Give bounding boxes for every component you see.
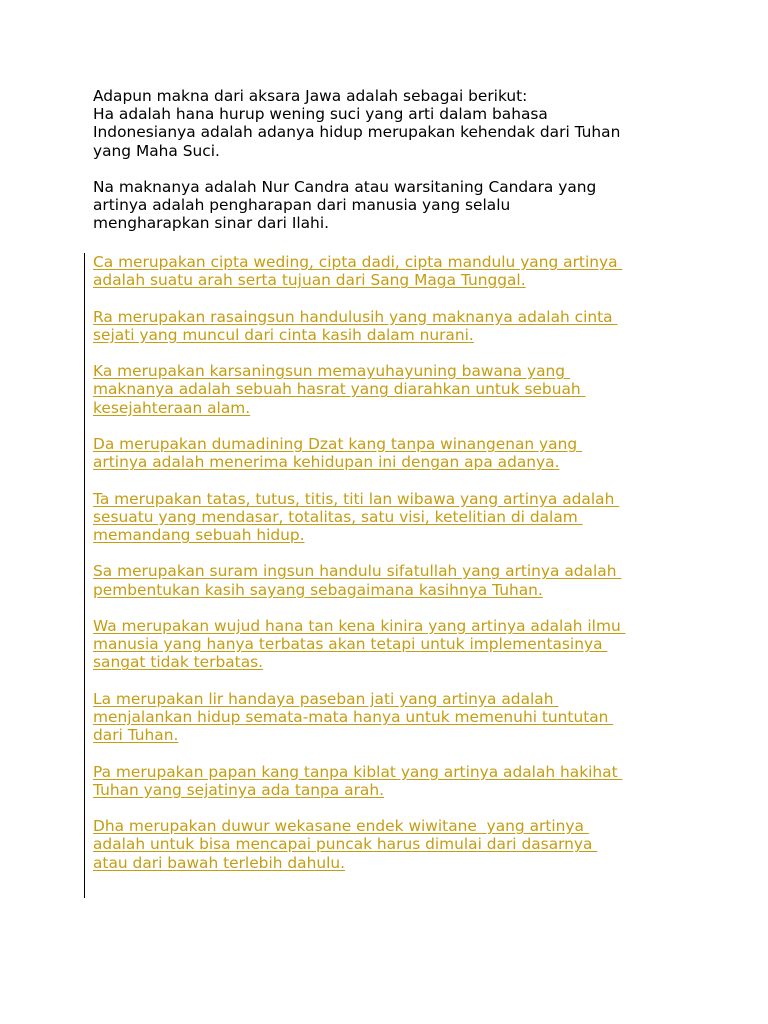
text-line: Ka merupakan karsaningsun memayuhayuning bawana yang [93,362,570,381]
tracked-paragraph-ka[interactable] [93,362,693,417]
text-line: Ta merupakan tatas, tutus, titis, titi lan wibawa yang artinya adalah [93,489,620,508]
text-line: atau dari bawah terlebih dahulu. [93,853,346,872]
tracked-paragraph-da[interactable] [93,435,693,471]
tracked-paragraph-pa[interactable] [93,763,693,799]
text-line: Sa merupakan suram ingsun handulu sifatullah yang artinya adalah [93,562,622,581]
text-line: maknanya adalah sebuah hasrat yang diarahkan untuk sebuah [93,380,586,399]
text-line: dari Tuhan. [93,726,179,745]
text-line: mengharapkan sinar dari Ilahi. [93,214,329,233]
tracked-paragraph-ca[interactable] [93,253,693,289]
revision-change-bar [84,253,85,898]
text-line: Pa merupakan papan kang tanpa kiblat yang artinya adalah hakihat [93,762,623,781]
text-line: sesuatu yang mendasar, totalitas, satu visi, ketelitian di dalam [93,507,583,526]
tracked-insertion-block [93,253,693,890]
text-line: Na maknanya adalah Nur Candra atau warsitaning Candara yang [93,178,597,196]
intro-paragraph-na [93,178,693,233]
text-line: manusia yang hanya terbatas akan tetapi untuk implementasinya [93,635,608,654]
text-line: pembentukan kasih sayang sebagaimana kasihnya Tuhan. [93,580,543,599]
text-line: sangat tidak terbatas. [93,653,264,672]
text-line: Ca merupakan cipta weding, cipta dadi, cipta mandulu yang artinya [93,253,623,271]
tracked-paragraph-sa[interactable] [93,562,693,598]
intro-text-block [93,87,693,251]
tracked-paragraph-ra[interactable] [93,308,693,344]
tracked-paragraph-la[interactable] [93,690,693,745]
text-line: menjalankan hidup semata-mata hanya untuk memenuhi tuntutan [93,707,614,726]
text-line: Adapun makna dari aksara Jawa adalah sebagai berikut: [93,87,528,105]
text-line: kesejahteraan alam. [93,398,251,417]
text-line: Indonesianya adalah adanya hidup merupakan kehendak dari Tuhan [93,123,621,142]
intro-paragraph-ha [93,87,693,160]
text-line: Da merupakan dumadining Dzat kang tanpa winangenan yang [93,434,582,453]
text-line: Tuhan yang sejatinya ada tanpa arah. [93,780,384,799]
tracked-paragraph-dha[interactable] [93,817,693,872]
text-line: adalah suatu arah serta tujuan dari Sang Maga Tunggal. [93,271,526,290]
text-line: adalah untuk bisa mencapai puncak harus dimulai dari dasarnya [93,835,598,854]
text-line: yang Maha Suci. [93,141,220,160]
text-line: artinya adalah pengharapan dari manusia yang selalu [93,196,511,215]
text-line: La merupakan lir handaya paseban jati yang artinya adalah [93,689,559,708]
text-line: Ra merupakan rasaingsun handulusih yang maknanya adalah cinta [93,307,618,326]
text-line: sejati yang muncul dari cinta kasih dalam nurani. [93,325,474,344]
tracked-paragraph-wa[interactable] [93,617,693,672]
text-line: Ha adalah hana hurup wening suci yang arti dalam bahasa [93,105,548,124]
text-line: artinya adalah menerima kehidupan ini dengan apa adanya. [93,453,560,472]
text-line: memandang sebuah hidup. [93,525,305,544]
text-line: Dha merupakan duwur wekasane endek wiwitane yang artinya [93,817,589,836]
tracked-paragraph-ta[interactable] [93,490,693,545]
text-line: Wa merupakan wujud hana tan kena kinira yang artinya adalah ilmu [93,616,626,635]
